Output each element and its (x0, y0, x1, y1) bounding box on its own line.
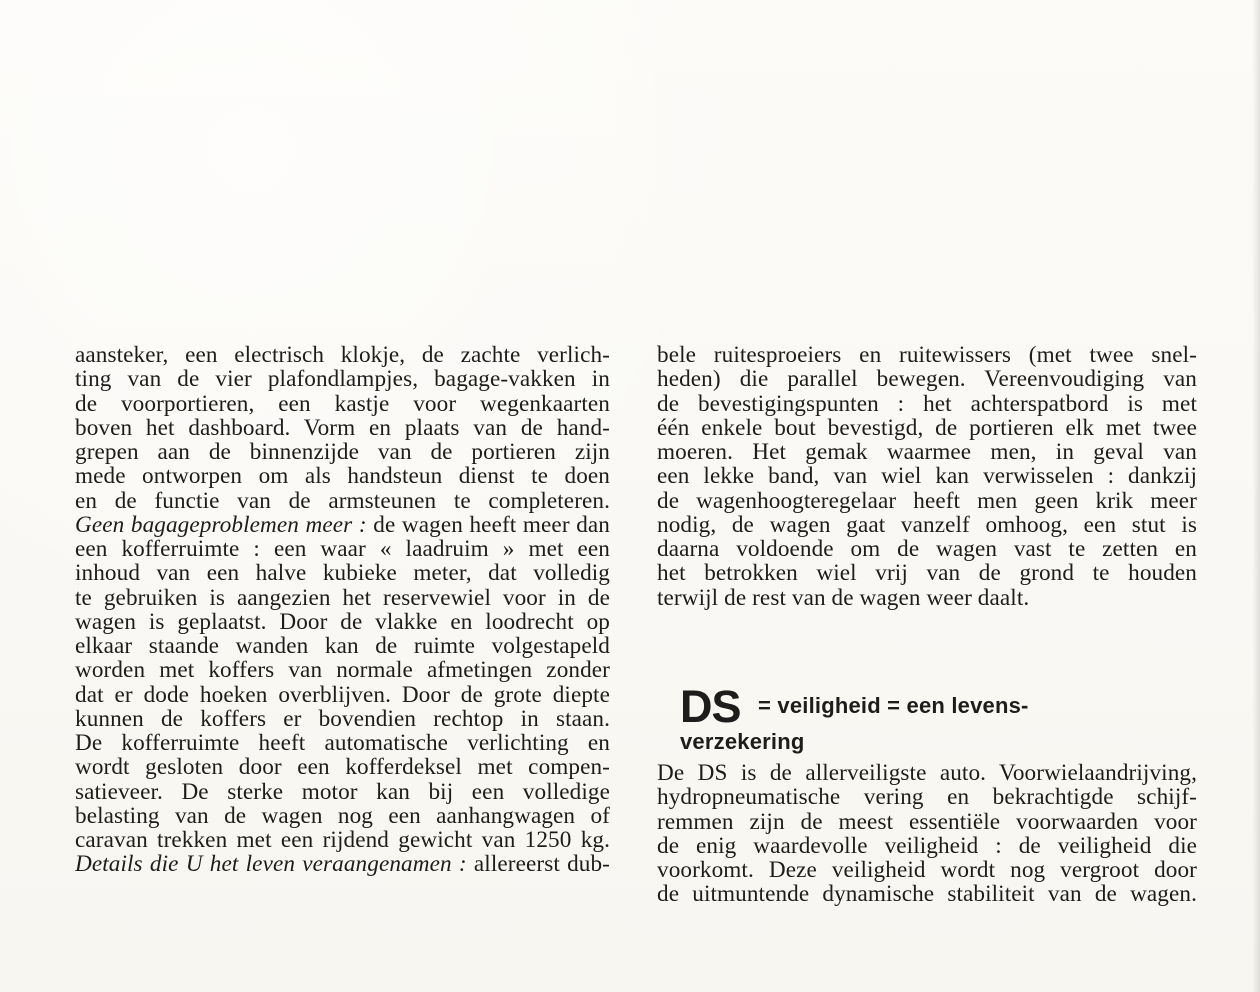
left-line-4: boven het dashboard. Vorm en plaats van de hand- (75, 415, 610, 440)
right-line-5: moeren. Het gemak waarmee men, in geval van (657, 440, 1197, 465)
heading-line-2: verzekering (680, 729, 805, 754)
left-line-10: inhoud van een halve kubieke meter, dat volledig (75, 561, 610, 586)
left-line-14: worden met koffers van normale afmetingen zonder (75, 658, 610, 683)
left-line-7: en de functie van de armsteunen te completeren. (75, 488, 610, 513)
safety-line-5: voorkomt. Deze veiligheid wordt nog vergroot door (657, 858, 1197, 883)
heading-line-1-rest: = veiligheid = een levens- (758, 693, 1029, 718)
left-line-15: dat er dode hoeken overblijven. Door de grote diepte (75, 682, 610, 707)
left-line-13: elkaar staande wanden kan de ruimte volgestapeld (75, 634, 610, 659)
safety-line-1: De DS is de allerveiligste auto. Voorwielaandrijving, (657, 761, 1197, 786)
italic-intro-bagage: Geen bagageproblemen meer : (75, 512, 367, 537)
safety-line-2: hydropneumatische vering en bekrachtigde schijf- (657, 785, 1197, 810)
left-line-2: ting van de vier plafondlampjes, bagage-vakken in (75, 367, 610, 392)
right-line-9: daarna voldoende om de wagen vast te zetten en (657, 537, 1197, 562)
left-line-9: een kofferruimte : een waar « laadruim » met een (75, 537, 610, 562)
left-line-17: De kofferruimte heeft automatische verlichting en (75, 731, 610, 756)
left-line-3: de voorportieren, een kastje voor wegenkaarten (75, 391, 610, 416)
left-line-19: satieveer. De sterke motor kan bij een volledige (75, 779, 610, 804)
left-line-21: caravan trekken met een rijdend gewicht van 1250 kg. (75, 828, 610, 853)
page-edge-shadow (1252, 0, 1260, 992)
section-heading (680, 681, 1110, 754)
right-line-4: één enkele bout bevestigd, de portieren elk met twee (657, 415, 1197, 440)
right-line-8: nodig, de wagen gaat vanzelf omhoog, een stut is (657, 512, 1197, 537)
left-line-20: belasting van de wagen nog een aanhangwagen of (75, 803, 610, 828)
ds-heading-prefix: DS (680, 681, 741, 732)
safety-line-3: remmen zijn de meest essentiële voorwaarden voor (657, 809, 1197, 834)
right-line-10: het betrokken wiel vrij van de grond te houden (657, 561, 1197, 586)
right-line-11: terwijl de rest van de wagen weer daalt. (657, 584, 1030, 611)
left-line-1: aansteker, een electrisch klokje, de zachte verlich- (75, 343, 610, 368)
left-line-5: grepen aan de binnenzijde van de portieren zijn (75, 440, 610, 465)
safety-line-4: de enig waardevolle veiligheid : de veiligheid die (657, 833, 1197, 858)
left-line-8 (75, 513, 610, 537)
right-text-column (657, 343, 1197, 610)
left-line-12: wagen is geplaatst. Door de vlakke en loodrecht op (75, 609, 610, 634)
left-line-22-rest: allereerst dub- (473, 852, 610, 877)
left-line-8-rest: de wagen heeft meer dan (373, 512, 610, 537)
heading-line-1 (680, 681, 1110, 732)
italic-intro-details: Details die U het leven veraangenamen : (75, 852, 467, 877)
left-line-11: te gebruiken is aangezien het reservewiel voor in de (75, 585, 610, 610)
right-line-6: een lekke band, van wiel kan verwisselen : dankzij (657, 464, 1197, 489)
right-line-3: de bevestigingspunten : het achterspatbord is met (657, 391, 1197, 416)
left-line-22 (75, 852, 610, 876)
left-line-18: wordt gesloten door een kofferdeksel met compen- (75, 755, 610, 780)
right-line-7: de wagenhoogteregelaar heeft men geen krik meer (657, 488, 1197, 513)
left-line-6: mede ontworpen om als handsteun dienst te doen (75, 464, 610, 489)
left-text-column (75, 343, 610, 877)
safety-line-6: de uitmuntende dynamische stabiliteit van de wagen. (657, 882, 1197, 907)
right-line-2: heden) die parallel bewegen. Vereenvoudiging van (657, 367, 1197, 392)
left-line-16: kunnen de koffers er bovendien rechtop in staan. (75, 706, 610, 731)
safety-section-text (657, 761, 1197, 907)
right-line-1: bele ruitesproeiers en ruitewissers (met twee snel- (657, 343, 1197, 368)
